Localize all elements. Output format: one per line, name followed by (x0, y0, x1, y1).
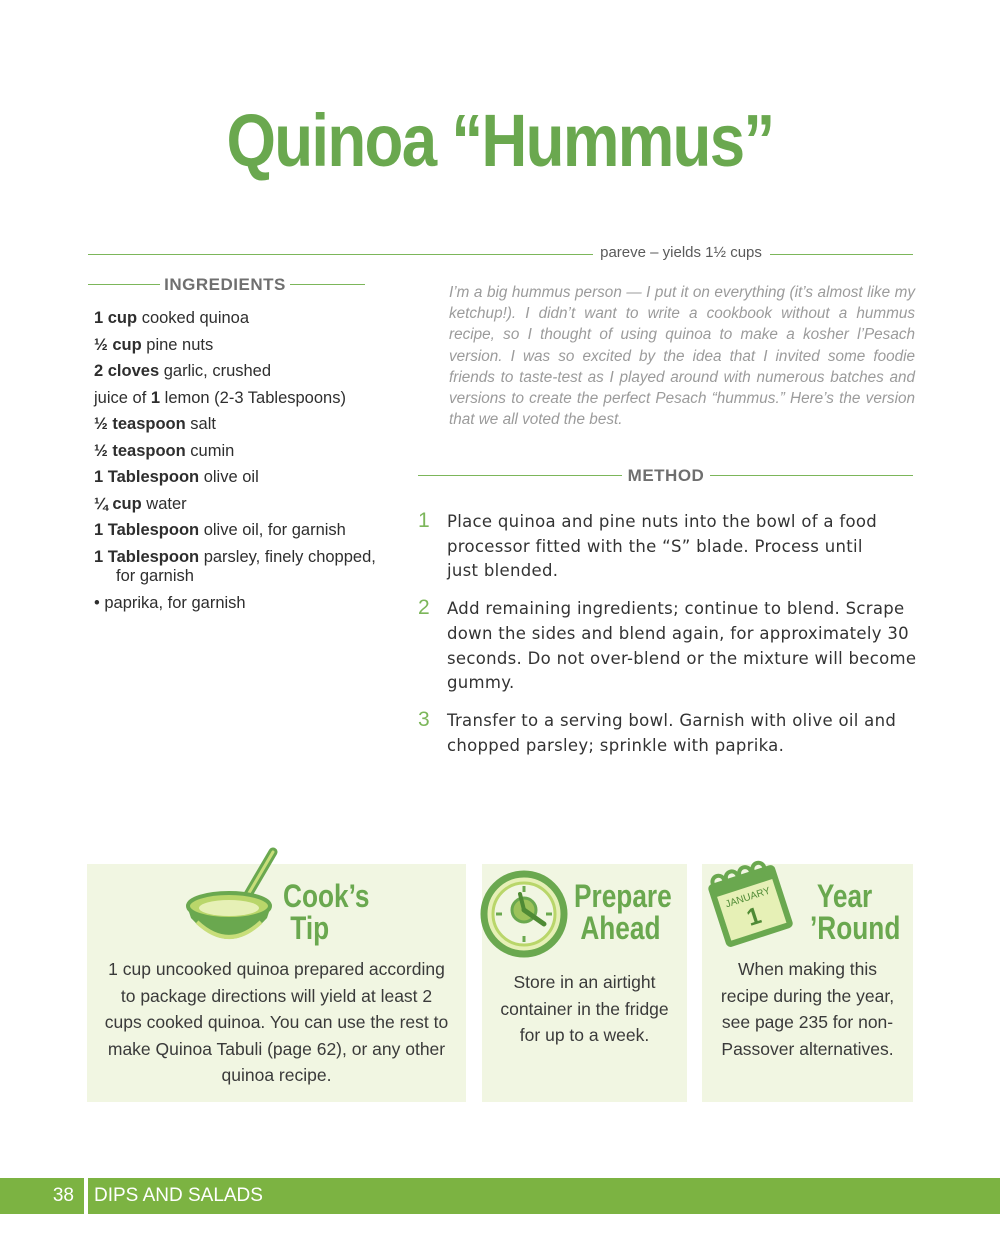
ingredient-item (94, 495, 384, 513)
section-name: DIPS AND SALADS (94, 1185, 263, 1206)
ingredient-item (94, 468, 384, 486)
ingredient-name: pine nuts (141, 335, 214, 354)
ingredient-quantity: 1 Tablespoon (94, 547, 200, 566)
mixing-bowl-icon (181, 848, 281, 948)
page-number: 38 (52, 1185, 74, 1206)
ingredients-rule-left (88, 284, 160, 285)
step-text: Place quinoa and pine nuts into the bowl of a food processor fitted with the “S” blade. Process until just blended. (447, 512, 878, 581)
ingredient-name: parsley, finely chopped, for garnish (116, 547, 376, 585)
ingredient-quantity: ½ teaspoon (94, 415, 186, 433)
ingredient-item (94, 336, 384, 354)
method-rule-left (418, 475, 622, 476)
ingredient-quantity: 1 (150, 388, 161, 407)
method-steps (418, 510, 918, 771)
prepare-ahead-title: Prepare Ahead (574, 878, 672, 946)
ingredient-quantity: 1 Tablespoon (94, 468, 200, 486)
step-text: Transfer to a serving bowl. Garnish with olive oil and chopped parsley; sprinkle with paprika. (447, 710, 897, 755)
ingredient-name: salt (185, 415, 216, 433)
prepare-ahead-box (482, 864, 687, 1102)
year-round-box (702, 864, 913, 1102)
ingredient-name: lemon (2-3 Tablespoons) (160, 388, 346, 407)
ingredient-list (94, 309, 384, 621)
ingredient-item (94, 362, 384, 380)
ingredients-rule-right (290, 284, 365, 285)
step-number: 2 (418, 596, 430, 620)
year-round-title: Year ’Round (810, 878, 901, 946)
cooks-tip-box (87, 864, 466, 1102)
calendar-day: 1 (743, 902, 765, 932)
ingredient-item (94, 415, 384, 433)
method-step (418, 709, 918, 758)
ingredient-item (94, 594, 384, 612)
ingredient-name: water (141, 494, 187, 513)
step-text: Add remaining ingredients; continue to blend. Scrape down the sides and blend again, for approximately 30 seconds. Do not over-blend or the mixture will become gummy. (447, 599, 917, 693)
calendar-icon (704, 852, 804, 952)
yield-rule-right (770, 254, 913, 255)
ingredient-quantity: 1 Tablespoon (94, 521, 200, 539)
method-rule-right (710, 475, 913, 476)
cooks-tip-title: Cook’s Tip (283, 878, 370, 946)
ingredients-heading: INGREDIENTS (164, 275, 286, 294)
ingredient-name: olive oil (199, 468, 259, 486)
ingredient-item (94, 521, 384, 539)
yield-label: pareve – yields 1½ cups (596, 244, 766, 261)
ingredient-name: garlic, crushed (159, 362, 272, 380)
ingredient-quantity: 2 cloves (94, 362, 160, 380)
recipe-intro: I’m a big hummus person — I put it on everything (it’s almost like my ketchup!). I didn’t want to write a cookbook without a hummus recipe, so I thought of using quinoa to make a kosher l’Pesach version. I was so excited by the idea that I invited some foodie friends to taste-test as I played around with numerous batches and versions to create the perfect Pesach “hummus.” Here’s the version that we all voted the best. (449, 284, 915, 429)
yield-rule-left (88, 254, 593, 255)
page-footer (0, 1178, 1000, 1214)
ingredient-item (94, 309, 384, 327)
ingredient-quantity: 1 cup (94, 309, 138, 327)
ingredient-quantity: ¼ cup (94, 494, 142, 513)
cooks-tip-text: 1 cup uncooked quinoa prepared according to package directions will yield at least 2 cups cooked quinoa. You can use the rest to make Quinoa Tabuli (page 62), or any other quinoa recipe. (104, 959, 449, 1085)
step-number: 1 (418, 509, 430, 532)
ingredient-quantity: ½ teaspoon (94, 441, 186, 460)
clock-icon (478, 868, 570, 960)
prepare-ahead-text: Store in an airtight container in the fridge for up to a week. (500, 972, 669, 1045)
footer-divider (84, 1178, 88, 1214)
method-step (418, 510, 918, 584)
ingredient-prefix: juice of (94, 388, 151, 407)
ingredient-name: cumin (185, 441, 235, 460)
year-round-text: When making this recipe during the year, see page 235 for non-Passover alternatives. (720, 959, 895, 1059)
ingredient-item (94, 442, 384, 460)
step-number: 3 (418, 707, 430, 731)
ingredient-item (94, 548, 384, 586)
calendar-month: JANUARY (724, 885, 772, 911)
ingredient-item (94, 389, 384, 407)
recipe-title: Quinoa “Hummus” (226, 99, 774, 182)
ingredient-name: • paprika, for garnish (94, 594, 246, 612)
method-heading: METHOD (627, 466, 705, 485)
method-step (418, 597, 918, 696)
ingredient-quantity: ½ cup (94, 335, 142, 354)
ingredient-name: olive oil, for garnish (199, 521, 346, 539)
ingredient-name: cooked quinoa (137, 309, 250, 327)
